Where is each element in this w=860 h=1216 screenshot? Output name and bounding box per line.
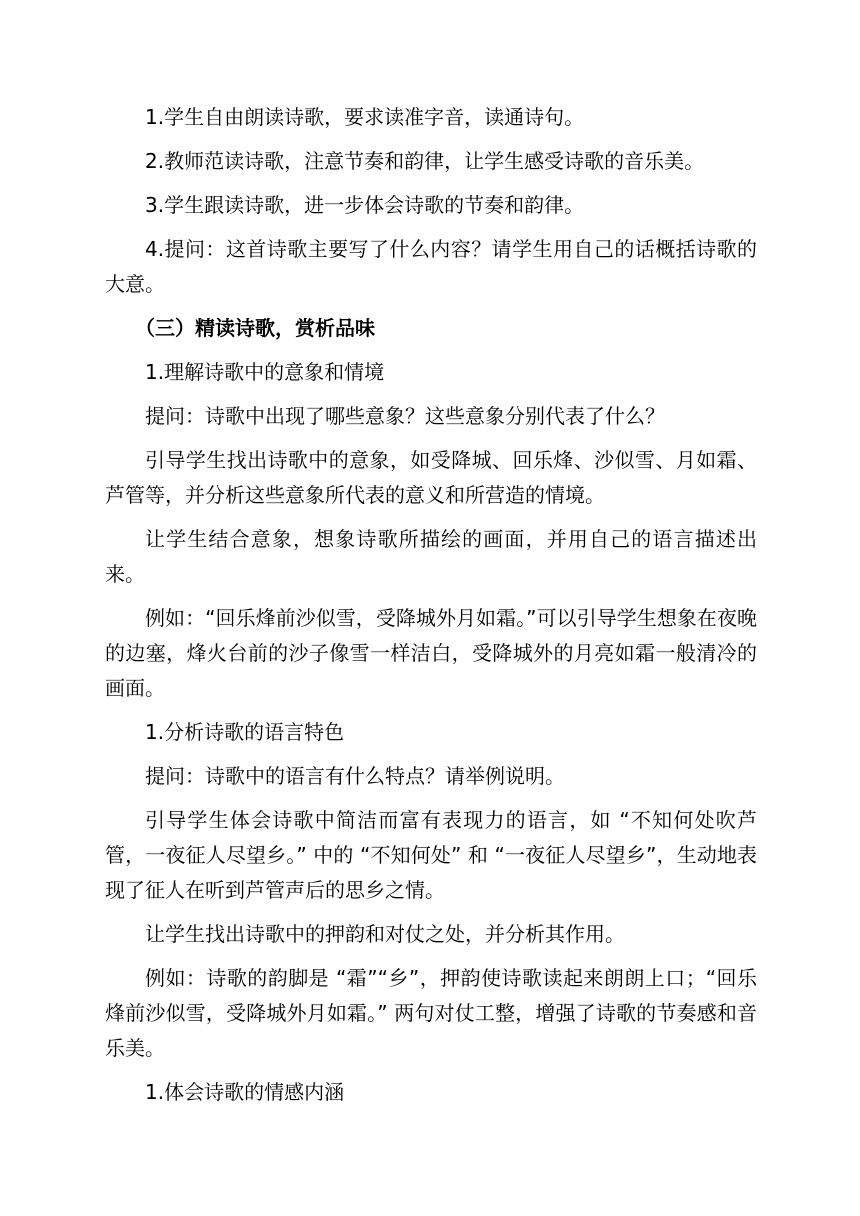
paragraph-language-question: 提问：诗歌中的语言有什么特点？请举例说明。	[145, 764, 565, 788]
paragraph-imagery-example: 例如：“回乐烽前沙似雪，受降城外月如霜。”可以引导学生想象在夜晚的边塞，烽火台前的沙子像雪一样洁白，受降城外的月亮如霜一般清冷的画面。	[105, 606, 757, 700]
paragraph-read-aloud-step-1: 1.学生自由朗读诗歌，要求读准字音，读通诗句。	[145, 105, 585, 129]
paragraph-rhyme-task: 让学生找出诗歌中的押韵和对仗之处，并分析其作用。	[145, 922, 625, 946]
subheading-emotion: 1.体会诗歌的情感内涵	[145, 1080, 345, 1104]
paragraph-language-guidance: 引导学生体会诗歌中简洁而富有表现力的语言，如 “不知何处吹芦管，一夜征人尽望乡。” 中的 “不知何处” 和 “一夜征人尽望乡”，生动地表现了征人在听到芦管声后的思乡之情。	[105, 808, 757, 902]
paragraph-summary-question: 4.提问：这首诗歌主要写了什么内容？请学生用自己的话概括诗歌的大意。	[105, 237, 757, 296]
subheading-language: 1.分析诗歌的语言特色	[145, 720, 345, 744]
paragraph-teacher-model-reading: 2.教师范读诗歌，注意节奏和韵律，让学生感受诗歌的音乐美。	[145, 149, 705, 173]
paragraph-imagine-scene: 让学生结合意象，想象诗歌所描绘的画面，并用自己的语言描述出来。	[105, 527, 757, 586]
subheading-imagery: 1.理解诗歌中的意象和情境	[145, 360, 385, 384]
document-body	[105, 100, 757, 1119]
paragraph-follow-reading: 3.学生跟读诗歌，进一步体会诗歌的节奏和韵律。	[145, 193, 585, 217]
section-heading: （三）精读诗歌，赏析品味	[135, 316, 375, 340]
paragraph-rhyme-example: 例如：诗歌的韵脚是 “霜”“乡”，押韵使诗歌读起来朗朗上口；“回乐烽前沙似雪，受降城外月如霜。” 两句对仗工整，增强了诗歌的节奏感和音乐美。	[105, 966, 757, 1060]
paragraph-imagery-question: 提问：诗歌中出现了哪些意象？这些意象分别代表了什么？	[145, 404, 665, 428]
paragraph-imagery-guidance: 引导学生找出诗歌中的意象，如受降城、回乐烽、沙似雪、月如霜、芦管等，并分析这些意象所代表的意义和所营造的情境。	[105, 448, 757, 507]
